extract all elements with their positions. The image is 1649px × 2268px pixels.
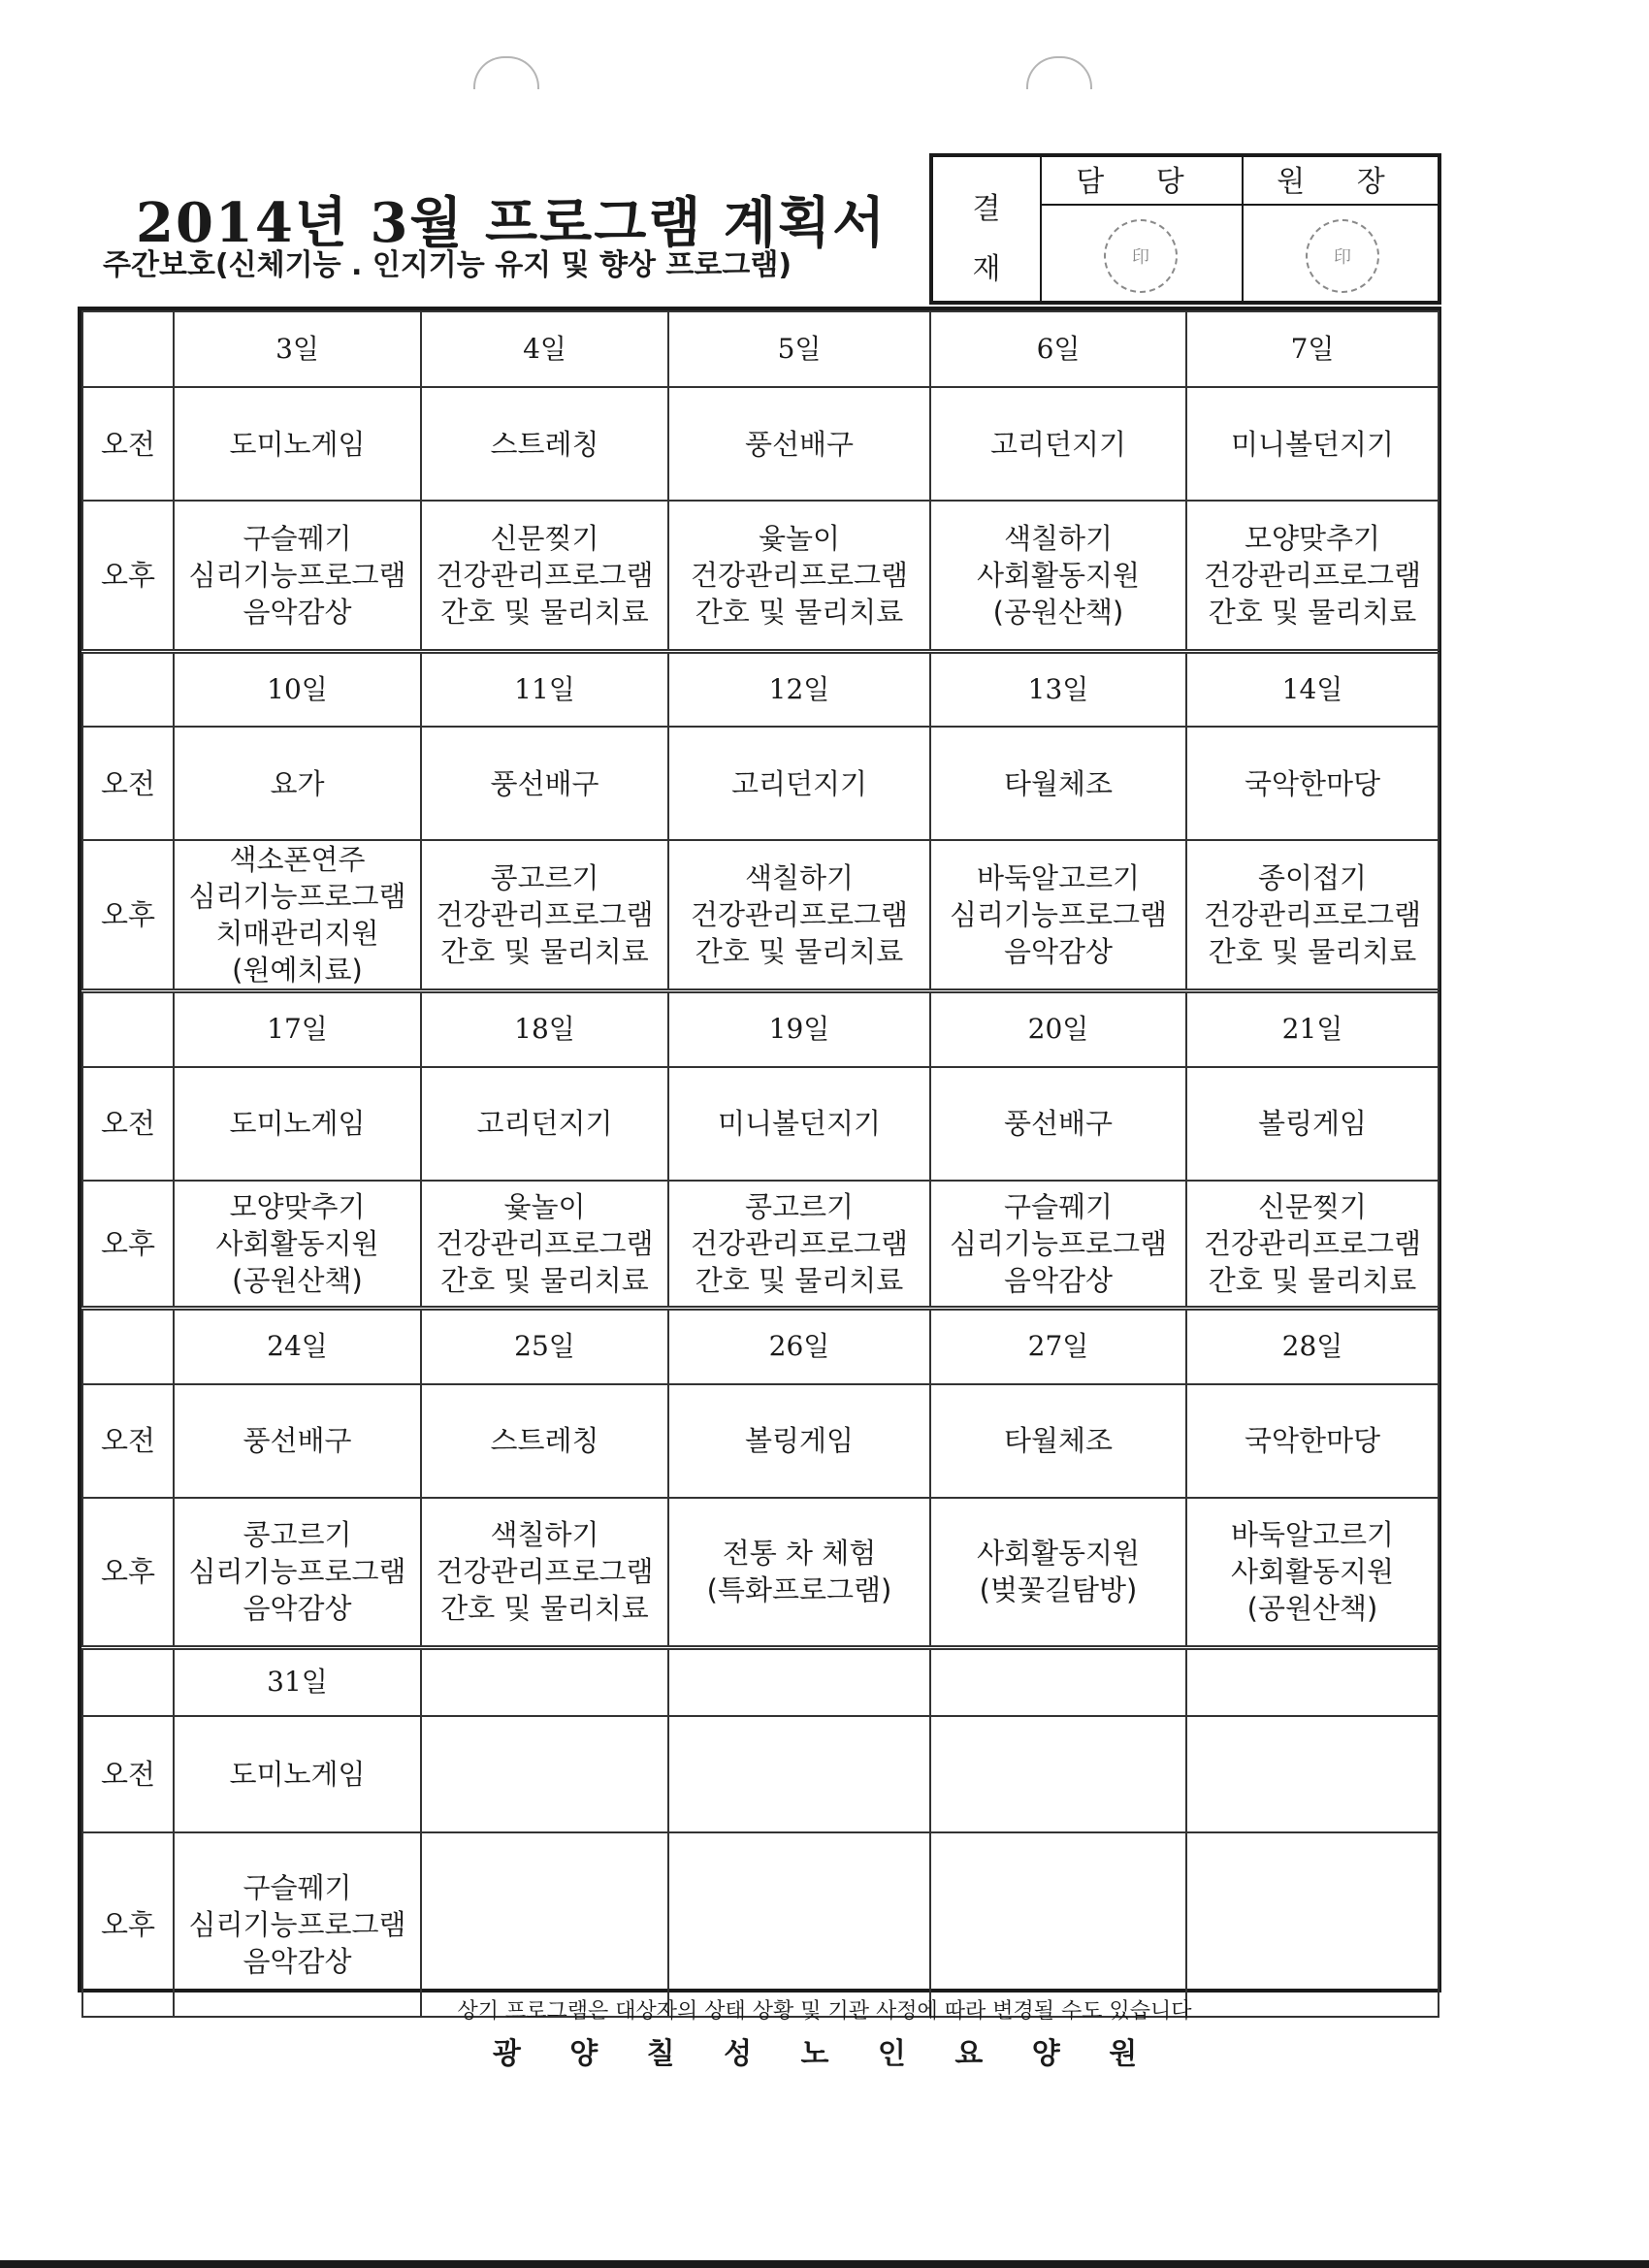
date-row <box>82 1648 1439 1716</box>
pm-activity-line: 음악감상 <box>1003 1263 1114 1297</box>
am-row <box>82 1067 1439 1181</box>
date-cell: 4일 <box>421 311 668 387</box>
pm-activity-line: 간호 및 물리치료 <box>440 595 649 629</box>
pm-activity-line: 윷놀이 <box>758 521 841 555</box>
date-cell: 25일 <box>421 1309 668 1384</box>
pm-activity-line: 전통 차 체험 <box>722 1537 877 1571</box>
date-row <box>82 991 1439 1067</box>
pm-activity-line: (특화프로그램) <box>706 1573 892 1607</box>
pm-activity-line: 색칠하기 <box>744 861 855 894</box>
pm-activity-line: (벚꽃길탐방) <box>979 1573 1138 1607</box>
am-activity-cell: 도미노게임 <box>174 387 421 501</box>
am-activity-cell: 스트레칭 <box>421 387 668 501</box>
pm-activity-cell <box>421 1498 668 1648</box>
am-activity-cell: 스트레칭 <box>421 1384 668 1498</box>
pm-activity-line: 모양맞추기 <box>1244 521 1381 555</box>
pm-activity-cell <box>1186 1498 1439 1648</box>
am-label: 오전 <box>82 727 174 840</box>
pm-activity-line: 건강관리프로그램 <box>436 1226 654 1260</box>
pm-activity-cell <box>668 501 930 651</box>
pm-activity-line: 음악감상 <box>242 1944 352 1978</box>
pm-activity-line: 사회활동지원 <box>1230 1555 1395 1589</box>
pm-row <box>82 1498 1439 1648</box>
pm-activity-cell <box>1186 1832 1439 2017</box>
date-cell <box>668 1648 930 1716</box>
pm-activity-cell <box>668 1498 930 1648</box>
pm-activity-line: 심리기능프로그램 <box>188 880 406 913</box>
pm-activity-line: 간호 및 물리치료 <box>695 935 904 968</box>
pm-activity-line: 건강관리프로그램 <box>436 898 654 931</box>
pm-activity-line: 간호 및 물리치료 <box>440 1263 649 1297</box>
am-activity-cell <box>668 1716 930 1832</box>
pm-activity-cell <box>930 1832 1186 2017</box>
row-label-empty <box>82 651 174 727</box>
pm-activity-line: 건강관리프로그램 <box>1203 558 1422 592</box>
pm-activity-line: 간호 및 물리치료 <box>440 1592 649 1626</box>
pm-activity-line: 사회활동지원 <box>215 1226 379 1260</box>
pm-activity-cell <box>668 1181 930 1309</box>
footer-note: 상기 프로그램은 대상자의 상태 상황 및 기관 사정에 따라 변경될 수도 있습니다 <box>457 1999 1192 2024</box>
date-cell: 11일 <box>421 651 668 727</box>
manager-seal-icon: 印 <box>1104 219 1178 293</box>
am-activity-cell: 고리던지기 <box>421 1067 668 1181</box>
date-cell: 7일 <box>1186 311 1439 387</box>
pm-activity-line: 심리기능프로그램 <box>188 1555 406 1589</box>
pm-activity-cell <box>1186 840 1439 991</box>
pm-activity-line: 사회활동지원 <box>976 1537 1141 1571</box>
pm-activity-cell <box>421 840 668 991</box>
document-subtitle: 주간보호(신체기능 . 인지기능 유지 및 향상 프로그램) <box>103 248 792 282</box>
pm-activity-cell <box>174 1181 421 1309</box>
pm-activity-line: 건강관리프로그램 <box>436 1555 654 1589</box>
am-activity-cell: 타월체조 <box>930 727 1186 840</box>
approval-label-top: 결 <box>972 192 1001 226</box>
pm-activity-line: 색칠하기 <box>490 1518 599 1552</box>
pm-activity-line: (공원산책) <box>232 1263 363 1297</box>
date-cell: 14일 <box>1186 651 1439 727</box>
scan-edge <box>0 2260 1649 2268</box>
date-row <box>82 1309 1439 1384</box>
am-label: 오전 <box>82 1716 174 1832</box>
pm-row <box>82 501 1439 651</box>
pm-activity-line: 윷놀이 <box>503 1189 586 1223</box>
am-activity-cell: 풍선배구 <box>668 387 930 501</box>
date-cell: 10일 <box>174 651 421 727</box>
approval-label-bottom: 재 <box>972 252 1001 286</box>
pm-activity-line: 건강관리프로그램 <box>690 898 909 931</box>
date-cell: 6일 <box>930 311 1186 387</box>
pm-activity-line: 간호 및 물리치료 <box>695 1263 904 1297</box>
pm-activity-line: 콩고르기 <box>242 1518 352 1552</box>
date-cell: 26일 <box>668 1309 930 1384</box>
am-activity-cell: 국악한마당 <box>1186 1384 1439 1498</box>
pm-activity-line: 콩고르기 <box>744 1189 855 1223</box>
pm-activity-line: 심리기능프로그램 <box>188 1907 406 1941</box>
pm-activity-line: 건강관리프로그램 <box>436 558 654 592</box>
date-cell: 27일 <box>930 1309 1186 1384</box>
am-activity-cell <box>421 1716 668 1832</box>
pm-activity-line: 치매관리지원 <box>215 917 379 950</box>
pm-activity-line: 색소폰연주 <box>229 843 366 876</box>
am-row <box>82 387 1439 501</box>
pm-activity-line: 간호 및 물리치료 <box>1208 1263 1417 1297</box>
director-seal-icon: 印 <box>1306 219 1379 293</box>
pm-label: 오후 <box>82 501 174 651</box>
pm-activity-line: 구슬꿰기 <box>1003 1189 1114 1223</box>
pm-activity-line: (원예치료) <box>232 954 363 987</box>
am-activity-cell: 풍선배구 <box>421 727 668 840</box>
pm-activity-line: 모양맞추기 <box>229 1189 366 1223</box>
am-activity-cell: 고리던지기 <box>930 387 1186 501</box>
pm-activity-line: 간호 및 물리치료 <box>1208 595 1417 629</box>
am-activity-cell: 볼링게임 <box>1186 1067 1439 1181</box>
am-row <box>82 727 1439 840</box>
approval-box <box>929 153 1441 305</box>
am-row <box>82 1384 1439 1498</box>
pm-activity-line: 건강관리프로그램 <box>1203 1226 1422 1260</box>
pm-activity-line: 바둑알고르기 <box>976 861 1141 894</box>
date-cell: 20일 <box>930 991 1186 1067</box>
pm-label: 오후 <box>82 1832 174 2017</box>
pm-activity-line: 구슬꿰기 <box>242 1870 352 1904</box>
pm-activity-line: 바둑알고르기 <box>1230 1518 1395 1552</box>
am-activity-cell: 풍선배구 <box>930 1067 1186 1181</box>
pm-activity-line: 음악감상 <box>242 1592 352 1626</box>
pm-activity-cell <box>174 1832 421 2017</box>
date-cell: 13일 <box>930 651 1186 727</box>
pm-activity-cell <box>930 501 1186 651</box>
pm-activity-line: 종이접기 <box>1257 861 1368 894</box>
date-cell <box>421 1648 668 1716</box>
pm-activity-cell <box>930 1181 1186 1309</box>
date-cell: 19일 <box>668 991 930 1067</box>
date-row <box>82 311 1439 387</box>
pm-activity-line: 건강관리프로그램 <box>690 1226 909 1260</box>
date-cell: 5일 <box>668 311 930 387</box>
am-activity-cell <box>1186 1716 1439 1832</box>
date-cell: 24일 <box>174 1309 421 1384</box>
document-title: 2014년 3월 프로그램 계획서 <box>136 191 888 255</box>
row-label-empty <box>82 1648 174 1716</box>
row-label-empty <box>82 311 174 387</box>
row-label-empty <box>82 991 174 1067</box>
am-activity-cell: 미니볼던지기 <box>668 1067 930 1181</box>
am-activity-cell: 타월체조 <box>930 1384 1186 1498</box>
pm-activity-cell <box>930 840 1186 991</box>
pm-activity-cell <box>668 1832 930 2017</box>
pm-activity-cell <box>421 1832 668 2017</box>
organization-name: 광 양 칠 성 노 인 요 양 원 <box>492 2037 1157 2071</box>
punch-hole-left <box>473 56 539 89</box>
am-activity-cell <box>930 1716 1186 1832</box>
pm-label: 오후 <box>82 1498 174 1648</box>
schedule-table <box>78 307 1441 1993</box>
pm-activity-line: 건강관리프로그램 <box>690 558 909 592</box>
am-activity-cell: 풍선배구 <box>174 1384 421 1498</box>
date-cell: 18일 <box>421 991 668 1067</box>
pm-activity-line: 음악감상 <box>1003 935 1114 968</box>
pm-activity-line: 신문찢기 <box>490 521 599 555</box>
pm-activity-cell <box>668 840 930 991</box>
pm-activity-line: 심리기능프로그램 <box>949 898 1168 931</box>
am-activity-cell: 국악한마당 <box>1186 727 1439 840</box>
approval-col-manager: 담 당 <box>1076 165 1206 199</box>
pm-row <box>82 1181 1439 1309</box>
pm-row <box>82 840 1439 991</box>
pm-activity-line: 색칠하기 <box>1003 521 1114 555</box>
pm-activity-cell <box>174 1498 421 1648</box>
pm-activity-cell <box>421 1181 668 1309</box>
row-label-empty <box>82 1309 174 1384</box>
pm-activity-line: 음악감상 <box>242 595 352 629</box>
pm-activity-line: 콩고르기 <box>490 861 599 894</box>
date-cell: 17일 <box>174 991 421 1067</box>
date-cell: 12일 <box>668 651 930 727</box>
pm-activity-line: 간호 및 물리치료 <box>440 935 649 968</box>
pm-label: 오후 <box>82 840 174 991</box>
am-row <box>82 1716 1439 1832</box>
am-label: 오전 <box>82 1384 174 1498</box>
pm-activity-cell <box>421 501 668 651</box>
am-activity-cell: 미니볼던지기 <box>1186 387 1439 501</box>
punch-hole-right <box>1026 56 1092 89</box>
am-activity-cell: 도미노게임 <box>174 1716 421 1832</box>
pm-activity-cell <box>174 840 421 991</box>
pm-activity-cell <box>1186 501 1439 651</box>
pm-activity-line: (공원산책) <box>1246 1592 1378 1626</box>
pm-activity-cell <box>1186 1181 1439 1309</box>
am-activity-cell: 고리던지기 <box>668 727 930 840</box>
pm-activity-line: (공원산책) <box>992 595 1124 629</box>
am-activity-cell: 볼링게임 <box>668 1384 930 1498</box>
pm-activity-line: 건강관리프로그램 <box>1203 898 1422 931</box>
pm-activity-line: 심리기능프로그램 <box>949 1226 1168 1260</box>
pm-activity-line: 신문찢기 <box>1257 1189 1368 1223</box>
date-cell <box>930 1648 1186 1716</box>
pm-activity-cell <box>930 1498 1186 1648</box>
approval-col-director: 원 장 <box>1277 165 1406 199</box>
date-cell: 3일 <box>174 311 421 387</box>
pm-activity-line: 간호 및 물리치료 <box>1208 935 1417 968</box>
pm-activity-line: 심리기능프로그램 <box>188 558 406 592</box>
date-row <box>82 651 1439 727</box>
date-cell: 21일 <box>1186 991 1439 1067</box>
pm-activity-cell <box>174 501 421 651</box>
approval-header-line <box>1040 204 1438 206</box>
pm-label: 오후 <box>82 1181 174 1309</box>
am-activity-cell: 요가 <box>174 727 421 840</box>
am-activity-cell: 도미노게임 <box>174 1067 421 1181</box>
am-label: 오전 <box>82 387 174 501</box>
pm-activity-line: 사회활동지원 <box>976 558 1141 592</box>
date-cell: 31일 <box>174 1648 421 1716</box>
pm-activity-line: 구슬꿰기 <box>242 521 352 555</box>
pm-row <box>82 1832 1439 2017</box>
am-label: 오전 <box>82 1067 174 1181</box>
pm-activity-line: 간호 및 물리치료 <box>695 595 904 629</box>
date-cell <box>1186 1648 1439 1716</box>
date-cell: 28일 <box>1186 1309 1439 1384</box>
